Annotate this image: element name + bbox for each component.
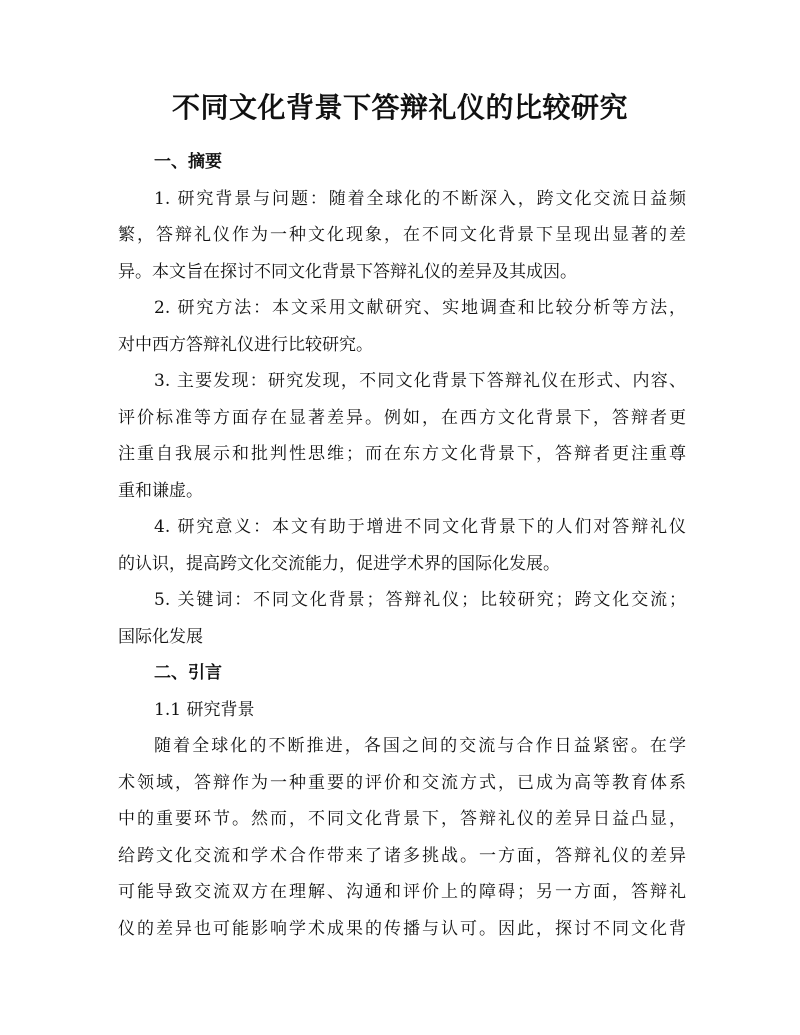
paragraph-line: 的认识，提高跨文化交流能力，促进学术界的国际化发展。	[118, 553, 560, 574]
paragraph-line: 对中西方答辩礼仪进行比较研究。	[118, 334, 373, 355]
paragraph-line: 国际化发展	[118, 626, 203, 647]
paragraph-line: 1. 研究背景与问题：随着全球化的不断深入，跨文化交流日益频	[154, 188, 686, 209]
paragraph-line: 可能导致交流双方在理解、沟通和评价上的障碍；另一方面，答辩礼	[118, 882, 686, 902]
paragraph-line: 4. 研究意义：本文有助于增进不同文化背景下的人们对答辩礼仪	[154, 517, 686, 537]
paragraph-line: 3. 主要发现：研究发现，不同文化背景下答辩礼仪在形式、内容、	[154, 371, 686, 391]
paragraph-line: 术领域，答辩作为一种重要的评价和交流方式，已成为高等教育体系	[118, 772, 686, 793]
paragraph-line: 重和谦虚。	[118, 480, 203, 501]
document-title: 不同文化背景下答辩礼仪的比较研究	[171, 91, 628, 124]
paragraph-line: 注重自我展示和批判性思维；而在东方文化背景下，答辩者更注重尊	[118, 444, 686, 464]
paragraph-line: 随着全球化的不断推进，各国之间的交流与合作日益紧密。在学	[154, 736, 686, 756]
paragraph-line: 中的重要环节。然而，不同文化背景下，答辩礼仪的差异日益凸显，	[118, 809, 686, 829]
paragraph-line: 给跨文化交流和学术合作带来了诸多挑战。一方面，答辩礼仪的差异	[118, 845, 686, 866]
paragraph-line: 仪的差异也可能影响学术成果的传播与认可。因此，探讨不同文化背	[118, 918, 686, 939]
section-heading: 二、引言	[154, 663, 222, 683]
paragraph-line: 1.1 研究背景	[154, 699, 255, 720]
paragraph-line: 2. 研究方法：本文采用文献研究、实地调查和比较分析等方法，	[154, 298, 686, 318]
paragraph-line: 繁，答辩礼仪作为一种文化现象，在不同文化背景下呈现出显著的差	[118, 225, 686, 245]
paragraph-line: 异。本文旨在探讨不同文化背景下答辩礼仪的差异及其成因。	[118, 261, 577, 282]
paragraph-line: 5. 关键词：不同文化背景；答辩礼仪；比较研究；跨文化交流；	[154, 590, 686, 610]
section-heading: 一、摘要	[154, 152, 222, 172]
paragraph-line: 评价标准等方面存在显著差异。例如，在西方文化背景下，答辩者更	[118, 407, 686, 428]
document-body	[118, 144, 686, 947]
